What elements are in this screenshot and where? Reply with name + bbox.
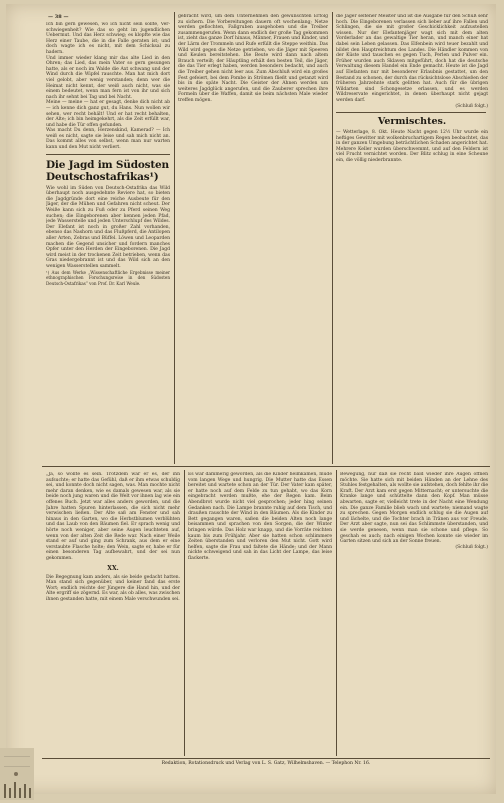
column-top-middle: [178, 14, 328, 464]
column-rule: [174, 12, 175, 464]
ruler-mark: [4, 784, 6, 798]
binding-hole-icon: [14, 772, 18, 776]
serial-story-text: „Ja, so wollte es sein. Trotzdem war er es, der ihn aufsuchte; er hatte das Gefühl, daß er ihm etwas schuldig sei, und konnte doch nicht sagen, was. Man mochte nicht mehr daran denken, wie es damals gewesen war, als sie beide noch jung waren und die Welt vor ihnen lag wie ein offenes Buch. Jetzt war alles anders geworden, und die Jahre hatten Spuren hinterlassen, die sich nicht mehr verwischen ließen. Der Alte saß am Fenster und sah hinaus in den Garten, wo die Herbstblumen verblühten und das Laub von den Bäumen fiel. Er sprach wenig und hörte noch weniger, aber seine Augen leuchteten auf, wenn von der alten Zeit die Rede war. Nach einer Weile stand er auf und ging zum Schrank, aus dem er eine verstaubte Flasche holte; den Wein, sagte er, habe er für einen besonderen Tag aufbewahrt, und der sei nun gekommen.: [46, 472, 180, 561]
archive-binding-strip: [0, 748, 34, 800]
serial-story-text: Die Begegnung kam anders, als sie beide gedacht hatten. Man stand sich gegenüber, und keiner fand das erste Wort; endlich reichte der Jüngere die Hand hin, und der Alte ergriff sie zögernd. Es war, als ob alles, was zwischen ihnen gestanden hatte, mit einem Male verschwunden sei.: [46, 574, 180, 602]
article-body: Wie wohl im Süden von Deutsch-Ostafrika das Wild überhaupt noch ausgedehnte Reviere hat, so bieten die Jagdgründe dort eine reiche Ausbeute für den Jäger, der die Mühen und Gefahren nicht scheut. Der Weiße kann sich zu Fuß oder zu Pferd seinen Weg suchen; die Eingeborenen aber kennen jeden Pfad, jede Wasserstelle und jeden Unterschlupf des Wildes. Der Elefant ist noch in großer Zahl vorhanden, ebenso das Nashorn und das Flußpferd, die Antilopen aller Arten, Zebras und Büffel. Löwen und Leoparden machen die Gegend unsicher und fordern manches Opfer unter den Herden der Eingeborenen. Die Jagd wird meist in der trockenen Zeit betrieben, wenn das Gras niedergebrannt ist und das Wild sich an den wenigen Wasserstellen sammelt.: [46, 185, 170, 269]
binding-line: [4, 766, 30, 767]
serial-story-text: Bewegung, nur daß sie recht bald wieder ihre Augen öffnen möchte. Sie hatte sich mit beiden Händen an der Lehne des Stuhles festgehalten, als wollte sie aufstehen, doch fehlte ihr die Kraft. Der Arzt kam erst gegen Mitternacht; er untersuchte die Kranke lange und schüttelte dann den Kopf. Man müsse abwarten, sagte er, vielleicht trete in der Nacht eine Wendung ein. Die ganze Familie blieb wach und wartete; niemand wagte zu sprechen. Gegen Morgen endlich schlug sie die Augen auf und lächelte, und die Tochter brach in Tränen aus vor Freude. Der Arzt aber sagte, nun sei das Schlimmste überstanden, und sie werde genesen, wenn man sie schone und pflege. So geschah es auch; nach einigen Wochen konnte sie wieder im Garten sitzen und sich an der Sonne freuen.: [340, 472, 488, 545]
ruler-mark: [29, 788, 31, 798]
serial-story-text: Es war dämmerig geworden, als die Kinder heimkamen, müde vom langen Wege und hungrig. Die Mutter hatte das Essen bereitet und wartete schon an der Tür. Der Vater kam später, er hatte noch auf dem Felde zu tun gehabt, wo das Korn eingebracht werden mußte, ehe der Regen kam. Beim Abendbrot wurde nicht viel gesprochen; jeder hing seinen Gedanken nach. Die Lampe brannte ruhig auf dem Tisch, und draußen rauschte der Wind in den Bäumen. Als die Kinder zu Bett gegangen waren, saßen die beiden Alten noch lange beisammen und sprachen von den Sorgen, die der Winter bringen würde. Das Holz war knapp, und die Vorräte reichten kaum bis zum Frühjahr. Aber sie hatten schon schlimmere Zeiten überstanden und verloren den Mut nicht. Gott wird helfen, sagte die Frau und faltete die Hände; und der Mann nickte schweigend und sah in das Licht der Lampe, das leise flackerte.: [188, 472, 332, 561]
vermischtes-body: — Wetterlage, 8. Okt. Heute Nacht gegen 12½ Uhr wurde ein heftiges Gewitter mit wolkenbruchartigem Regen beobachtet, das in der ganzen Umgebung beträchtlichen Schaden angerichtet hat. Mehrere Keller wurden überschwemmt, und auf den Feldern ist viel Frucht vernichtet worden. Der Blitz schlug in eine Scheune ein, die völlig niederbrannte.: [336, 130, 488, 164]
ruler-mark: [19, 788, 21, 798]
ruler-mark: [9, 788, 11, 798]
column-rule: [332, 12, 333, 464]
page-number: — 38 —: [48, 14, 69, 20]
continued-note: (Schluß folgt.): [455, 103, 488, 109]
footer-divider: [42, 758, 490, 759]
chapter-numeral: XX.: [107, 564, 119, 572]
section-title-vermischtes: Vermischtes.: [377, 116, 447, 128]
binding-line: [4, 756, 30, 757]
column-lower-left: [46, 472, 180, 756]
article-title: Die Jagd im Südosten Deutschostafrikas¹): [46, 158, 169, 183]
column-lower-middle: [188, 472, 332, 756]
article-continuation: die Jäger seltener Meister und ist die Ausgabe für den Schuß sehr hoch. Die Eingeborenen verlassen sich lieber auf ihre Fallen und Schlingen, die sie mit großer Geschicklichkeit aufzustellen wissen. Nur der Elefantenjäger wagt sich mit dem alten Vorderlader an das gewaltige Tier heran, und manch einer hat dabei sein Leben gelassen. Das Elfenbein wird teuer bezahlt und bildet den Hauptreichtum des Landes. Die Händler kommen von der Küste und tauschen es gegen Tuch, Perlen und Pulver ein. Früher wurden auch Sklaven mitgeführt, doch hat die deutsche Verwaltung diesem Handel ein Ende gemacht. Heute ist die Jagd auf Elefanten nur mit besonderer Erlaubnis gestattet, um den Bestand zu schonen, der durch das rücksichtslose Abschießen der früheren Jahrzehnte stark gelitten hat. Auch für die übrigen Wildarten sind Schongesetze erlassen, und es werden Wildreservate eingerichtet, in denen überhaupt nicht gejagt werden darf.: [336, 14, 488, 103]
continued-note: (Schluß folgt.): [455, 544, 488, 550]
story-paragraph: Und immer wieder klang mir das alte Lied in den Ohren; das Lied, das mein Vater so gern gesungen hatte, als er noch im Walde die Axt schwang und der Wind durch die Wipfel rauschte. Man hat mich dort viel gelobt, aber wenig verstanden; denn wer die Heimat nicht kennt, der weiß auch nicht, was sie einem bedeutet, wenn man fern ist von ihr und sich nach ihr sehnt bei Tag und bei Nacht.: [46, 55, 170, 100]
ruler-mark: [24, 784, 26, 798]
article-separator: [336, 112, 486, 113]
column-rule: [336, 470, 337, 756]
story-paragraph: Was macht Du denn, Herzenskind, Kamerad? — Ich weiß es nicht, sagte sie leise und sah mich nicht an. Das kommt alles von selbst, wenn man nur warten kann und den Mut nicht verliert.: [46, 128, 170, 151]
story-intro: Ich bin gern gewesen, wo ich nicht sein sollte, Verschwiegenheit? Wie das so geht im jugendlichen Uebermut. Und das Herz schwieg; es klopfte wie das Herz einer Taube, die in die Falle geraten ist; und doch wagte ich es nicht, mit dem Schicksal zu hadern.: [46, 22, 170, 55]
section-divider: [42, 466, 490, 467]
publisher-footer: Redaktion, Rotationsdruck und Verlag von L. S. Gatz, Wilhelmshaven. — Telephon Nr. 16.: [161, 761, 371, 766]
article-footnote: ¹) Aus dem Werke „Wissenschaftliche Ergebnisse meiner ethnographischen Forschungsreise in den Südosten Deutsch-Ostafrikas“ von Prof. Dr. Karl Weule.: [46, 269, 170, 286]
newspaper-page: [6, 4, 496, 794]
article-continuation: gebracht wird, um dem Unternehmen den gewünschten Erfolg zu sichern. Die Vorbereitungen dauern oft wochenlang; Netze werden geflochten, Fallgruben ausgehoben und die Treiber zusammengerufen. Wenn dann endlich der große Tag gekommen ist, zieht das ganze Dorf hinaus, Männer, Frauen und Kinder, und der Lärm der Trommeln und Rufe erfüllt die Steppe weithin. Das Wild wird gegen die Netze getrieben, wo die Jäger mit Speeren und Keulen bereitstehen. Die Beute wird dann nach altem Brauch verteilt; der Häuptling erhält den besten Teil, die Jäger, die das Tier erlegt haben, werden besonders bedacht, und auch die Treiber gehen nicht leer aus. Zum Abschluß wird ein großes Fest gefeiert, bei dem Pombe in Strömen fließt und getanzt wird bis in die späte Nacht. Die Geister der Ahnen werden um weiteres Jagdglück angerufen, und die Zauberer sprechen ihre Formeln über die Waffen, damit sie beim nächsten Male wieder treffen mögen.: [178, 14, 328, 103]
article-separator: [46, 154, 170, 155]
column-lower-right: [340, 472, 488, 756]
ruler-mark: [14, 782, 16, 798]
column-rule: [184, 470, 185, 756]
story-paragraph: Meine — meine — hat er gesagt, denke dich nicht ab — ich kenne dich ganz gut, du Hans. Nun wollen wir sehen, wer recht behält! Und er hat recht behalten, der Alte; ich bin heimgekehrt, als die Zeit erfüllt war, und habe die Tür offen gefunden.: [46, 100, 170, 128]
column-top-left: [46, 22, 170, 462]
column-top-right: [336, 14, 488, 464]
